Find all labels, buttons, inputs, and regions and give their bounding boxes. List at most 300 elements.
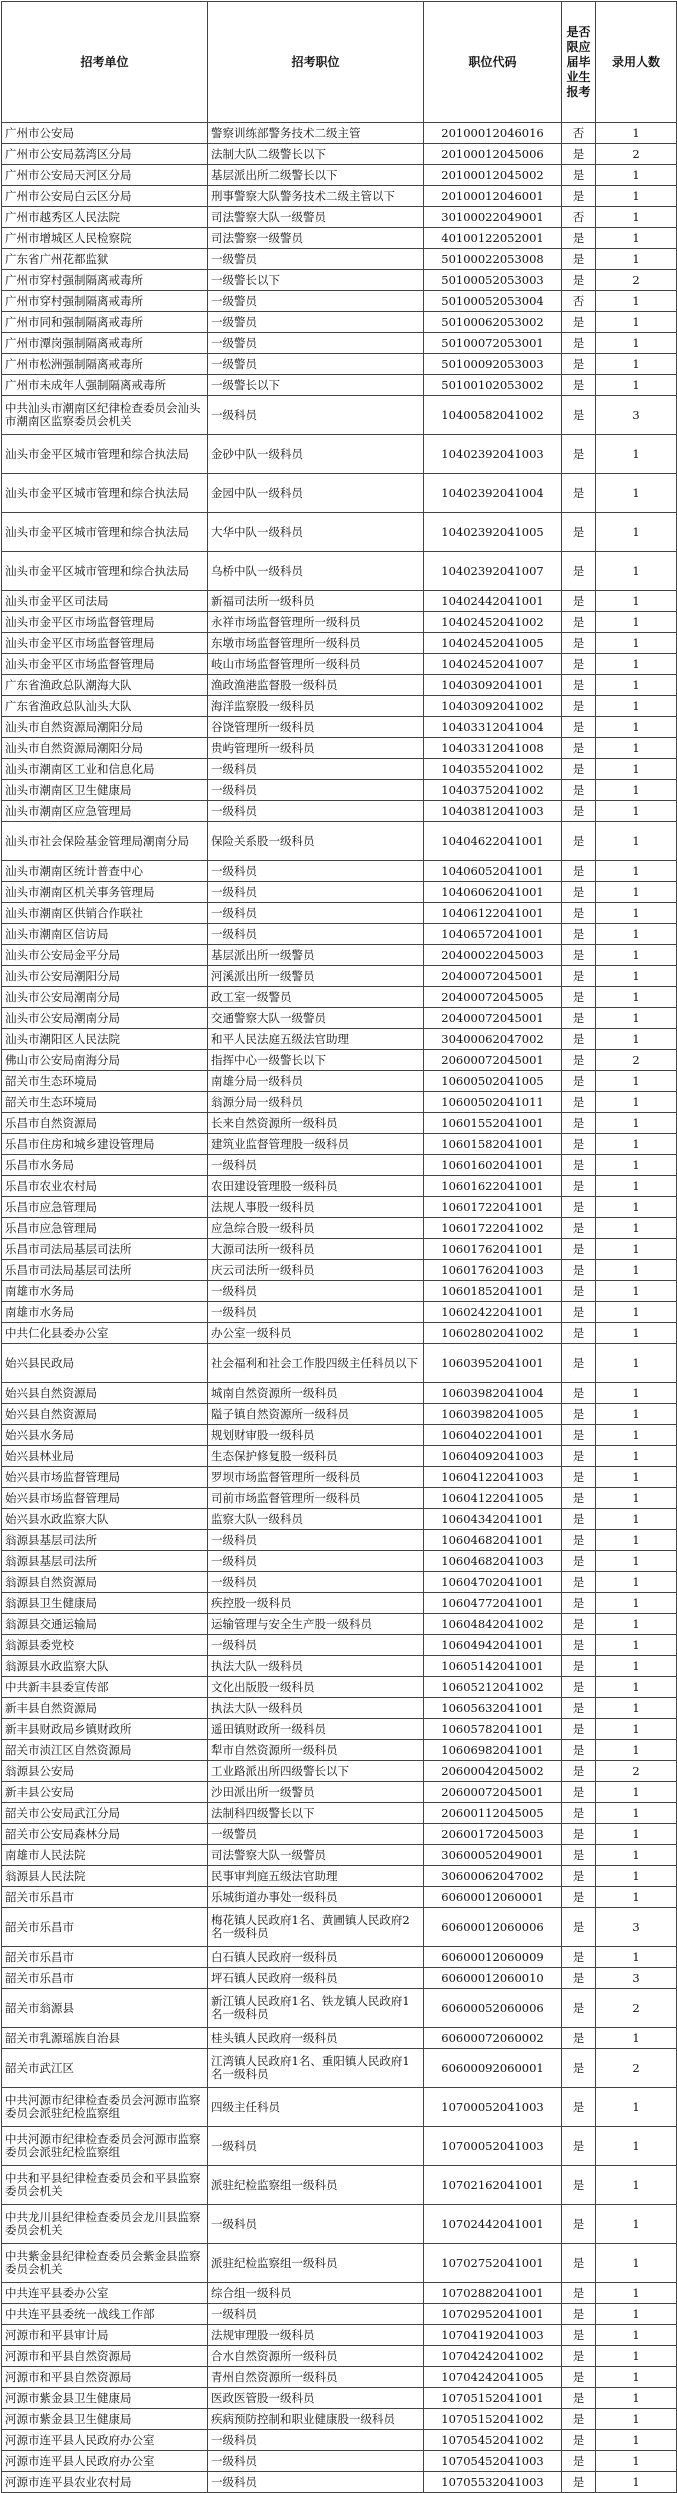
post-cell: 一级科员: [208, 1551, 424, 1572]
hire-count-cell: 1: [596, 552, 677, 591]
post-cell: 一级科员: [208, 924, 424, 945]
post-cell: 一级警长以下: [208, 270, 424, 291]
code-cell: 10601552041001: [424, 1113, 562, 1134]
unit-cell: 乐昌市自然资源局: [2, 1113, 208, 1134]
table-row: [2, 822, 677, 861]
table-row: [2, 474, 677, 513]
unit-cell: 汕头市社会保险基金管理局潮南分局: [2, 822, 208, 861]
post-cell: 法制大队二级警长以下: [208, 144, 424, 165]
graduate-only-cell: 是: [562, 1740, 596, 1761]
code-cell: 10605142041001: [424, 1656, 562, 1677]
table-row: [2, 186, 677, 207]
post-cell: 一级科员: [208, 2451, 424, 2472]
code-cell: 10403812041003: [424, 801, 562, 822]
hire-count-cell: 1: [596, 1344, 677, 1383]
graduate-only-cell: 是: [562, 2451, 596, 2472]
code-cell: 10603982041004: [424, 1383, 562, 1404]
graduate-only-cell: 是: [562, 2028, 596, 2049]
hire-count-cell: 1: [596, 1845, 677, 1866]
code-cell: 10605632041001: [424, 1698, 562, 1719]
post-cell: 庆云司法所一级科员: [208, 1260, 424, 1281]
graduate-only-cell: 是: [562, 780, 596, 801]
table-row: [2, 2049, 677, 2088]
graduate-only-cell: 是: [562, 1989, 596, 2028]
table-row: [2, 312, 677, 333]
graduate-only-cell: 是: [562, 591, 596, 612]
graduate-only-cell: 是: [562, 552, 596, 591]
table-row: [2, 2304, 677, 2325]
hire-count-cell: 1: [596, 1239, 677, 1260]
post-cell: 和平人民法庭五级法官助理: [208, 1029, 424, 1050]
post-cell: 江湾镇人民政府1名、重阳镇人民政府1名一级科员: [208, 2049, 424, 2088]
table-row: [2, 1677, 677, 1698]
hire-count-cell: 1: [596, 2088, 677, 2127]
post-cell: 桂头镇人民政府一级科员: [208, 2028, 424, 2049]
post-cell: 一级警员: [208, 1824, 424, 1845]
post-cell: 派驻纪检监察组一级科员: [208, 2166, 424, 2205]
code-cell: 10406052041001: [424, 861, 562, 882]
code-cell: 10403092041002: [424, 696, 562, 717]
post-cell: 保险关系股一级科员: [208, 822, 424, 861]
post-cell: 东墩市场监督管理所一级科员: [208, 633, 424, 654]
graduate-only-cell: 是: [562, 1824, 596, 1845]
unit-cell: 汕头市公安局潮南分局: [2, 1008, 208, 1029]
hire-count-cell: 1: [596, 1551, 677, 1572]
unit-cell: 汕头市潮南区统计普查中心: [2, 861, 208, 882]
post-cell: 青州自然资源所一级科员: [208, 2367, 424, 2388]
post-cell: 一级科员: [208, 1302, 424, 1323]
table-row: [2, 1113, 677, 1134]
hire-count-cell: 1: [596, 591, 677, 612]
post-cell: 一级科员: [208, 1572, 424, 1593]
post-cell: 一级科员: [208, 759, 424, 780]
table-row: [2, 1824, 677, 1845]
unit-cell: 始兴县水务局: [2, 1425, 208, 1446]
table-row: [2, 1908, 677, 1947]
post-cell: 刑事警察大队警务技术二级主管以下: [208, 186, 424, 207]
post-cell: 遥田镇财政所一级科员: [208, 1719, 424, 1740]
code-cell: 10402392041004: [424, 474, 562, 513]
code-cell: 10601602041001: [424, 1155, 562, 1176]
code-cell: 20100012045002: [424, 165, 562, 186]
table-row: [2, 1845, 677, 1866]
code-cell: 10403552041002: [424, 759, 562, 780]
table-row: [2, 1968, 677, 1989]
hire-count-cell: 1: [596, 2127, 677, 2166]
table-row: [2, 2088, 677, 2127]
graduate-only-cell: 是: [562, 354, 596, 375]
graduate-only-cell: 是: [562, 1593, 596, 1614]
graduate-only-cell: 是: [562, 1968, 596, 1989]
code-cell: 50100062053002: [424, 312, 562, 333]
graduate-only-cell: 是: [562, 513, 596, 552]
graduate-only-cell: 是: [562, 1446, 596, 1467]
unit-cell: 汕头市公安局潮南分局: [2, 987, 208, 1008]
header-post: 招考职位: [208, 2, 424, 123]
graduate-only-cell: 是: [562, 1947, 596, 1968]
table-row: [2, 696, 677, 717]
table-row: [2, 1425, 677, 1446]
post-cell: 基层派出所二级警长以下: [208, 165, 424, 186]
graduate-only-cell: 是: [562, 822, 596, 861]
code-cell: 10400582041002: [424, 396, 562, 435]
table-row: [2, 1614, 677, 1635]
table-row: [2, 1467, 677, 1488]
unit-cell: 汕头市潮南区供销合作联社: [2, 903, 208, 924]
post-cell: 综合组一级科员: [208, 2283, 424, 2304]
graduate-only-cell: 是: [562, 1134, 596, 1155]
unit-cell: 汕头市金平区市场监督管理局: [2, 654, 208, 675]
unit-cell: 韶关市乳源瑶族自治县: [2, 2028, 208, 2049]
post-cell: 一级警长以下: [208, 375, 424, 396]
code-cell: 10705452041002: [424, 2430, 562, 2451]
unit-cell: 翁源县自然资源局: [2, 1572, 208, 1593]
graduate-only-cell: 是: [562, 1239, 596, 1260]
table-row: [2, 2283, 677, 2304]
header-code: 职位代码: [424, 2, 562, 123]
code-cell: 10601852041001: [424, 1281, 562, 1302]
unit-cell: 始兴县水政监察大队: [2, 1509, 208, 1530]
table-row: [2, 1383, 677, 1404]
graduate-only-cell: 是: [562, 882, 596, 903]
code-cell: 30400062047002: [424, 1029, 562, 1050]
post-cell: 监察大队一级科员: [208, 1509, 424, 1530]
unit-cell: 翁源县委党校: [2, 1635, 208, 1656]
post-cell: 一级科员: [208, 396, 424, 435]
table-row: [2, 1134, 677, 1155]
header-unit: 招考单位: [2, 2, 208, 123]
hire-count-cell: 1: [596, 2388, 677, 2409]
table-row: [2, 1155, 677, 1176]
hire-count-cell: 1: [596, 1887, 677, 1908]
code-cell: 40100122052001: [424, 228, 562, 249]
hire-count-cell: 1: [596, 1824, 677, 1845]
hire-count-cell: 1: [596, 1614, 677, 1635]
table-body: [2, 123, 677, 2493]
post-cell: 生态保护修复股一级科员: [208, 1446, 424, 1467]
hire-count-cell: 2: [596, 270, 677, 291]
post-cell: 一级科员: [208, 861, 424, 882]
hire-count-cell: 1: [596, 675, 677, 696]
unit-cell: 汕头市金平区市场监督管理局: [2, 612, 208, 633]
post-cell: 合水自然资源所一级科员: [208, 2346, 424, 2367]
unit-cell: 韶关市乐昌市: [2, 1908, 208, 1947]
graduate-only-cell: 是: [562, 2346, 596, 2367]
table-row: [2, 2166, 677, 2205]
graduate-only-cell: 是: [562, 2244, 596, 2283]
table-row: [2, 591, 677, 612]
hire-count-cell: 1: [596, 1635, 677, 1656]
table-row: [2, 717, 677, 738]
hire-count-cell: 1: [596, 1281, 677, 1302]
graduate-only-cell: 是: [562, 1698, 596, 1719]
code-cell: 50100102053002: [424, 375, 562, 396]
table-row: [2, 270, 677, 291]
hire-count-cell: 1: [596, 1176, 677, 1197]
post-cell: 翁源分局一级科员: [208, 1092, 424, 1113]
post-cell: 司法警察大队一级警员: [208, 207, 424, 228]
unit-cell: 河源市和平县审计局: [2, 2325, 208, 2346]
unit-cell: 广州市公安局天河区分局: [2, 165, 208, 186]
table-row: [2, 861, 677, 882]
hire-count-cell: 1: [596, 249, 677, 270]
table-row: [2, 1239, 677, 1260]
table-row: [2, 738, 677, 759]
graduate-only-cell: 是: [562, 1155, 596, 1176]
hire-count-cell: 1: [596, 2346, 677, 2367]
post-cell: 民事审判庭五级法官助理: [208, 1866, 424, 1887]
table-row: [2, 801, 677, 822]
unit-cell: 广州市潭岗强制隔离戒毒所: [2, 333, 208, 354]
unit-cell: 河源市连平县农业农村局: [2, 2472, 208, 2493]
post-cell: 办公室一级科员: [208, 1323, 424, 1344]
graduate-only-cell: 是: [562, 435, 596, 474]
graduate-only-cell: 是: [562, 675, 596, 696]
unit-cell: 河源市紫金县卫生健康局: [2, 2409, 208, 2430]
unit-cell: 乐昌市住房和城乡建设管理局: [2, 1134, 208, 1155]
graduate-only-cell: 是: [562, 1761, 596, 1782]
post-cell: 犁市自然资源所一级科员: [208, 1740, 424, 1761]
code-cell: 10700052041003: [424, 2088, 562, 2127]
graduate-only-cell: 是: [562, 165, 596, 186]
code-cell: 10402392041003: [424, 435, 562, 474]
post-cell: 金园中队一级科员: [208, 474, 424, 513]
hire-count-cell: 1: [596, 2205, 677, 2244]
hire-count-cell: 1: [596, 1782, 677, 1803]
table-row: [2, 1281, 677, 1302]
hire-count-cell: 1: [596, 987, 677, 1008]
code-cell: 50100052053004: [424, 291, 562, 312]
post-cell: 贵屿管理所一级科员: [208, 738, 424, 759]
hire-count-cell: 1: [596, 207, 677, 228]
graduate-only-cell: 是: [562, 1908, 596, 1947]
table-row: [2, 1947, 677, 1968]
code-cell: 10402452041002: [424, 612, 562, 633]
post-cell: 隘子镇自然资源所一级科员: [208, 1404, 424, 1425]
code-cell: 10602422041001: [424, 1302, 562, 1323]
post-cell: 指挥中心一级警长以下: [208, 1050, 424, 1071]
table-row: [2, 552, 677, 591]
unit-cell: 南雄市水务局: [2, 1302, 208, 1323]
code-cell: 30100022049001: [424, 207, 562, 228]
graduate-only-cell: 是: [562, 924, 596, 945]
unit-cell: 中共河源市纪律检查委员会河源市监察委员会派驻纪检监察组: [2, 2127, 208, 2166]
code-cell: 10604702041001: [424, 1572, 562, 1593]
code-cell: 60600012060006: [424, 1908, 562, 1947]
table-row: [2, 759, 677, 780]
code-cell: 10402392041007: [424, 552, 562, 591]
unit-cell: 中共和平县纪律检查委员会和平县监察委员会机关: [2, 2166, 208, 2205]
graduate-only-cell: 是: [562, 2430, 596, 2451]
hire-count-cell: 1: [596, 1008, 677, 1029]
unit-cell: 翁源县公安局: [2, 1761, 208, 1782]
post-cell: 坪石镇人民政府一级科员: [208, 1968, 424, 1989]
graduate-only-cell: 是: [562, 1176, 596, 1197]
code-cell: 20600072045001: [424, 1050, 562, 1071]
graduate-only-cell: 是: [562, 375, 596, 396]
hire-count-cell: 1: [596, 759, 677, 780]
graduate-only-cell: 是: [562, 759, 596, 780]
graduate-only-cell: 是: [562, 612, 596, 633]
graduate-only-cell: 是: [562, 1281, 596, 1302]
graduate-only-cell: 是: [562, 801, 596, 822]
post-cell: 新福司法所一级科员: [208, 591, 424, 612]
code-cell: 10402442041001: [424, 591, 562, 612]
table-row: [2, 1887, 677, 1908]
graduate-only-cell: 是: [562, 696, 596, 717]
unit-cell: 始兴县市场监督管理局: [2, 1488, 208, 1509]
graduate-only-cell: 是: [562, 1719, 596, 1740]
code-cell: 10705152041001: [424, 2388, 562, 2409]
code-cell: 10604682041001: [424, 1530, 562, 1551]
post-cell: 乌桥中队一级科员: [208, 552, 424, 591]
unit-cell: 广州市增城区人民检察院: [2, 228, 208, 249]
hire-count-cell: 1: [596, 2166, 677, 2205]
hire-count-cell: 1: [596, 1323, 677, 1344]
unit-cell: 中共河源市纪律检查委员会河源市监察委员会派驻纪检监察组: [2, 2088, 208, 2127]
graduate-only-cell: 是: [562, 1344, 596, 1383]
code-cell: 10606982041001: [424, 1740, 562, 1761]
graduate-only-cell: 是: [562, 228, 596, 249]
graduate-only-cell: 是: [562, 1845, 596, 1866]
table-row: [2, 228, 677, 249]
hire-count-cell: 1: [596, 1260, 677, 1281]
table-row: [2, 2430, 677, 2451]
hire-count-cell: 1: [596, 354, 677, 375]
post-cell: 交通警察大队一级警员: [208, 1008, 424, 1029]
graduate-only-cell: 是: [562, 1467, 596, 1488]
table-row: [2, 882, 677, 903]
post-cell: 基层派出所一级警员: [208, 945, 424, 966]
header-graduate-only: 是否限应届毕业生报考: [562, 2, 596, 123]
unit-cell: 韶关市乐昌市: [2, 1887, 208, 1908]
hire-count-cell: 2: [596, 2049, 677, 2088]
code-cell: 20400072045001: [424, 1008, 562, 1029]
graduate-only-cell: 是: [562, 1551, 596, 1572]
hire-count-cell: 1: [596, 375, 677, 396]
table-row: [2, 1656, 677, 1677]
unit-cell: 河源市紫金县卫生健康局: [2, 2388, 208, 2409]
hire-count-cell: 1: [596, 1677, 677, 1698]
code-cell: 60600012060009: [424, 1947, 562, 1968]
table-row: [2, 513, 677, 552]
hire-count-cell: 2: [596, 1761, 677, 1782]
hire-count-cell: 1: [596, 2367, 677, 2388]
unit-cell: 广州市公安局荔湾区分局: [2, 144, 208, 165]
graduate-only-cell: 是: [562, 1260, 596, 1281]
unit-cell: 新丰县自然资源局: [2, 1698, 208, 1719]
code-cell: 60600072060002: [424, 2028, 562, 2049]
code-cell: 10406572041001: [424, 924, 562, 945]
code-cell: 10702882041001: [424, 2283, 562, 2304]
graduate-only-cell: 是: [562, 2049, 596, 2088]
hire-count-cell: 1: [596, 822, 677, 861]
graduate-only-cell: 是: [562, 2283, 596, 2304]
post-cell: 疾控股一级科员: [208, 1593, 424, 1614]
hire-count-cell: 1: [596, 228, 677, 249]
post-cell: 新江镇人民政府1名、铁龙镇人民政府1名一级科员: [208, 1989, 424, 2028]
graduate-only-cell: 是: [562, 2409, 596, 2430]
unit-cell: 中共龙川县纪律检查委员会龙川县监察委员会机关: [2, 2205, 208, 2244]
graduate-only-cell: 是: [562, 2088, 596, 2127]
hire-count-cell: 1: [596, 801, 677, 822]
graduate-only-cell: 是: [562, 249, 596, 270]
code-cell: 50100022053008: [424, 249, 562, 270]
code-cell: 10702952041001: [424, 2304, 562, 2325]
post-cell: 司法警察一级警员: [208, 228, 424, 249]
table-row: [2, 1071, 677, 1092]
graduate-only-cell: 是: [562, 861, 596, 882]
post-cell: 岐山市场监督管理所一级科员: [208, 654, 424, 675]
post-cell: 河溪派出所一级警员: [208, 966, 424, 987]
code-cell: 10602802041002: [424, 1323, 562, 1344]
unit-cell: 韶关市生态环境局: [2, 1071, 208, 1092]
code-cell: 10604122041005: [424, 1488, 562, 1509]
graduate-only-cell: 是: [562, 2367, 596, 2388]
unit-cell: 翁源县人民法院: [2, 1866, 208, 1887]
table-row: [2, 2028, 677, 2049]
post-cell: 执法大队一级科员: [208, 1656, 424, 1677]
unit-cell: 韶关市公安局武江分局: [2, 1803, 208, 1824]
graduate-only-cell: 是: [562, 717, 596, 738]
code-cell: 10604842041002: [424, 1614, 562, 1635]
hire-count-cell: 1: [596, 123, 677, 144]
code-cell: 10604772041001: [424, 1593, 562, 1614]
code-cell: 20600112045005: [424, 1803, 562, 1824]
post-cell: 运输管理与安全生产股一级科员: [208, 1614, 424, 1635]
code-cell: 10402452041007: [424, 654, 562, 675]
table-row: [2, 1260, 677, 1281]
post-cell: 疾病预防控制和职业健康股一级科员: [208, 2409, 424, 2430]
code-cell: 10604342041001: [424, 1509, 562, 1530]
code-cell: 10601722041001: [424, 1197, 562, 1218]
code-cell: 20400022045003: [424, 945, 562, 966]
table-row: [2, 1008, 677, 1029]
graduate-only-cell: 是: [562, 1197, 596, 1218]
hire-count-cell: 1: [596, 966, 677, 987]
graduate-only-cell: 是: [562, 2166, 596, 2205]
table-row: [2, 1323, 677, 1344]
table-row: [2, 987, 677, 1008]
graduate-only-cell: 是: [562, 2205, 596, 2244]
post-cell: 南雄分局一级科员: [208, 1071, 424, 1092]
code-cell: 10604682041003: [424, 1551, 562, 1572]
hire-count-cell: 1: [596, 1071, 677, 1092]
hire-count-cell: 1: [596, 2451, 677, 2472]
post-cell: 谷饶管理所一级科员: [208, 717, 424, 738]
graduate-only-cell: 是: [562, 1050, 596, 1071]
graduate-only-cell: 是: [562, 738, 596, 759]
unit-cell: 韶关市乐昌市: [2, 1968, 208, 1989]
unit-cell: 中共紫金县纪律检查委员会紫金县监察委员会机关: [2, 2244, 208, 2283]
unit-cell: 汕头市潮南区机关事务管理局: [2, 882, 208, 903]
table-row: [2, 1176, 677, 1197]
table-row: [2, 654, 677, 675]
graduate-only-cell: 是: [562, 2304, 596, 2325]
post-cell: 执法大队一级科员: [208, 1698, 424, 1719]
hire-count-cell: 1: [596, 1404, 677, 1425]
unit-cell: 始兴县民政局: [2, 1344, 208, 1383]
code-cell: 10705152041002: [424, 2409, 562, 2430]
unit-cell: 汕头市自然资源局潮阳分局: [2, 738, 208, 759]
unit-cell: 广州市穿村强制隔离戒毒所: [2, 270, 208, 291]
code-cell: 60600052060006: [424, 1989, 562, 2028]
graduate-only-cell: 是: [562, 1614, 596, 1635]
code-cell: 10406062041001: [424, 882, 562, 903]
graduate-only-cell: 是: [562, 903, 596, 924]
code-cell: 10404622041001: [424, 822, 562, 861]
table-row: [2, 1572, 677, 1593]
